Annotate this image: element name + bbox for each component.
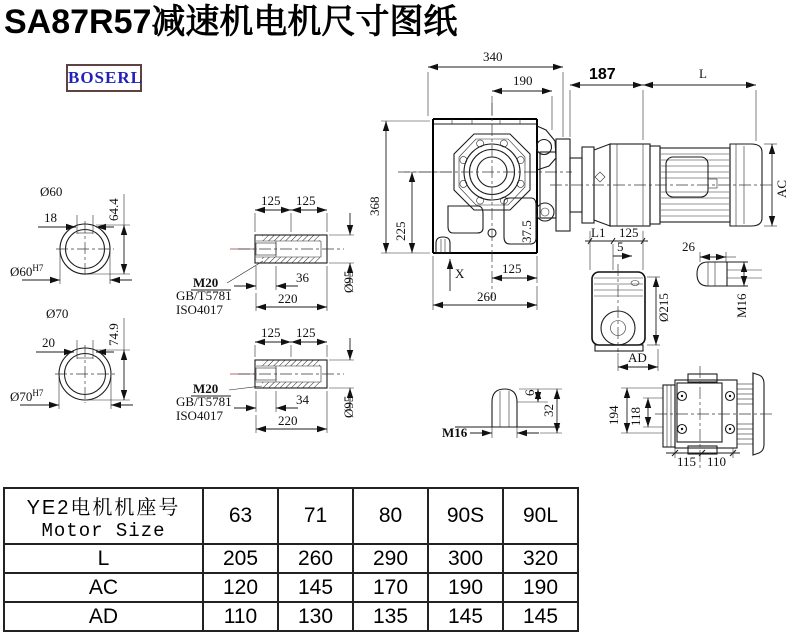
cell: 190 bbox=[428, 573, 503, 602]
view-key-detail-mid bbox=[442, 389, 562, 440]
dim-hollowbot-half1: 125 bbox=[261, 325, 281, 340]
dim-front-rib: 37.5 bbox=[519, 220, 534, 243]
dim-hollowbot-od: Ø95 bbox=[341, 395, 356, 418]
dim-flange-foot2: 110 bbox=[707, 454, 727, 469]
dim-shaft60-bore: $Ø60^{H7}$ bbox=[10, 263, 44, 279]
cell: 145 bbox=[503, 602, 578, 631]
table-row-L bbox=[4, 544, 578, 573]
cell: 260 bbox=[278, 544, 353, 573]
col-header: 80 bbox=[353, 488, 428, 544]
dim-hollowbot-keylen: 34 bbox=[296, 392, 309, 407]
view-motor-flange bbox=[606, 366, 772, 469]
dim-hollowtop-length: 220 bbox=[278, 291, 298, 306]
row-label: L bbox=[4, 544, 203, 573]
table-header-motor-size bbox=[4, 488, 203, 544]
cell: 290 bbox=[353, 544, 428, 573]
dim-flange-inner: 118 bbox=[628, 406, 643, 426]
dim-keymid-length: 32 bbox=[541, 404, 556, 417]
table-row-AC bbox=[4, 573, 578, 602]
dim-hollowtop-std1: GB/T5781 bbox=[176, 288, 232, 303]
col-header: 90L bbox=[503, 488, 578, 544]
table-row-AD bbox=[4, 602, 578, 631]
dim-shaft70-keywidth: 20 bbox=[42, 335, 55, 350]
dim-shaft70-height: 74.9 bbox=[106, 323, 121, 346]
dim-motor-length: L bbox=[699, 66, 707, 81]
cell: 145 bbox=[278, 573, 353, 602]
dim-hollowtop-thread: M20 bbox=[193, 275, 219, 290]
dim-flange-height: 194 bbox=[606, 405, 621, 425]
table-header-row bbox=[4, 488, 578, 544]
cell: 205 bbox=[203, 544, 278, 573]
view-gearbox-side bbox=[585, 225, 671, 371]
dim-keyright-length: 26 bbox=[682, 239, 695, 254]
dim-hollowbot-std2: ISO4017 bbox=[176, 408, 223, 423]
dim-hollowbot-half2: 125 bbox=[296, 325, 316, 340]
dim-front-centerh: 225 bbox=[393, 221, 408, 241]
dim-shaft60-keywidth: 18 bbox=[44, 210, 57, 225]
motor-size-table bbox=[3, 487, 579, 632]
dim-hollowtop-keylen: 36 bbox=[296, 270, 309, 285]
view-hollow-shaft-top bbox=[176, 193, 356, 317]
dim-hollowbot-thread: M20 bbox=[193, 381, 219, 396]
dim-hollowbot-length: 220 bbox=[278, 413, 298, 428]
dim-shaft70-label: Ø70 bbox=[46, 306, 69, 321]
col-header: 63 bbox=[203, 488, 278, 544]
cell: 135 bbox=[353, 602, 428, 631]
dim-front-offset: 190 bbox=[513, 73, 533, 88]
dim-side-gap: 5 bbox=[617, 239, 624, 254]
row-label: AD bbox=[4, 602, 203, 631]
dim-keymid-thread: M16 bbox=[442, 425, 468, 440]
dim-hollowtop-half1: 125 bbox=[261, 193, 281, 208]
dim-side-ad: AD bbox=[628, 350, 647, 365]
row-label: AC bbox=[4, 573, 203, 602]
cell: 320 bbox=[503, 544, 578, 573]
cell: 300 bbox=[428, 544, 503, 573]
dim-side-dia: Ø215 bbox=[656, 293, 671, 322]
dim-front-width: 340 bbox=[483, 49, 503, 64]
header-cn: YE2电机机座号 bbox=[26, 496, 181, 519]
dim-front-base: 260 bbox=[477, 289, 497, 304]
dim-hollowtop-half2: 125 bbox=[296, 193, 316, 208]
page-title: SA87R57减速机电机尺寸图纸 bbox=[4, 3, 458, 41]
dim-keyright-thread: M16 bbox=[734, 293, 749, 318]
view-shaft-70 bbox=[10, 306, 133, 409]
cell: 190 bbox=[503, 573, 578, 602]
dim-front-height: 368 bbox=[367, 196, 382, 216]
view-hollow-shaft-bottom bbox=[176, 325, 356, 433]
cell: 170 bbox=[353, 573, 428, 602]
dim-motor-adapter: 187 bbox=[589, 66, 616, 83]
view-shaft-60 bbox=[10, 184, 132, 284]
view-key-detail-right bbox=[682, 239, 762, 318]
col-header: 90S bbox=[428, 488, 503, 544]
col-header: 71 bbox=[278, 488, 353, 544]
dim-shaft70-bore: $Ø70^{H7}$ bbox=[10, 388, 44, 404]
dim-keymid-depth: 6 bbox=[522, 389, 537, 396]
dim-hollowtop-od: Ø95 bbox=[341, 270, 356, 293]
dim-flange-foot1: 115 bbox=[677, 454, 697, 469]
cell: 110 bbox=[203, 602, 278, 631]
dim-front-halfbase: 125 bbox=[502, 261, 522, 276]
cell: 145 bbox=[428, 602, 503, 631]
dim-shaft60-height: 64.4 bbox=[106, 198, 121, 221]
dim-hollowtop-std2: ISO4017 bbox=[176, 302, 223, 317]
brand-logo: BOSERL bbox=[66, 64, 142, 92]
cell: 120 bbox=[203, 573, 278, 602]
header-en: Motor Size bbox=[41, 519, 166, 542]
dim-front-plug: X bbox=[455, 266, 465, 281]
cell: 130 bbox=[278, 602, 353, 631]
view-gearbox-front bbox=[367, 49, 572, 310]
dim-side-len: 125 bbox=[619, 225, 639, 240]
dim-motor-diameter: AC bbox=[774, 179, 789, 198]
dim-side-l1: L1 bbox=[591, 225, 606, 240]
view-motor-side bbox=[550, 66, 789, 231]
dim-hollowbot-std1: GB/T5781 bbox=[176, 394, 232, 409]
dim-shaft60-label: Ø60 bbox=[40, 184, 63, 199]
